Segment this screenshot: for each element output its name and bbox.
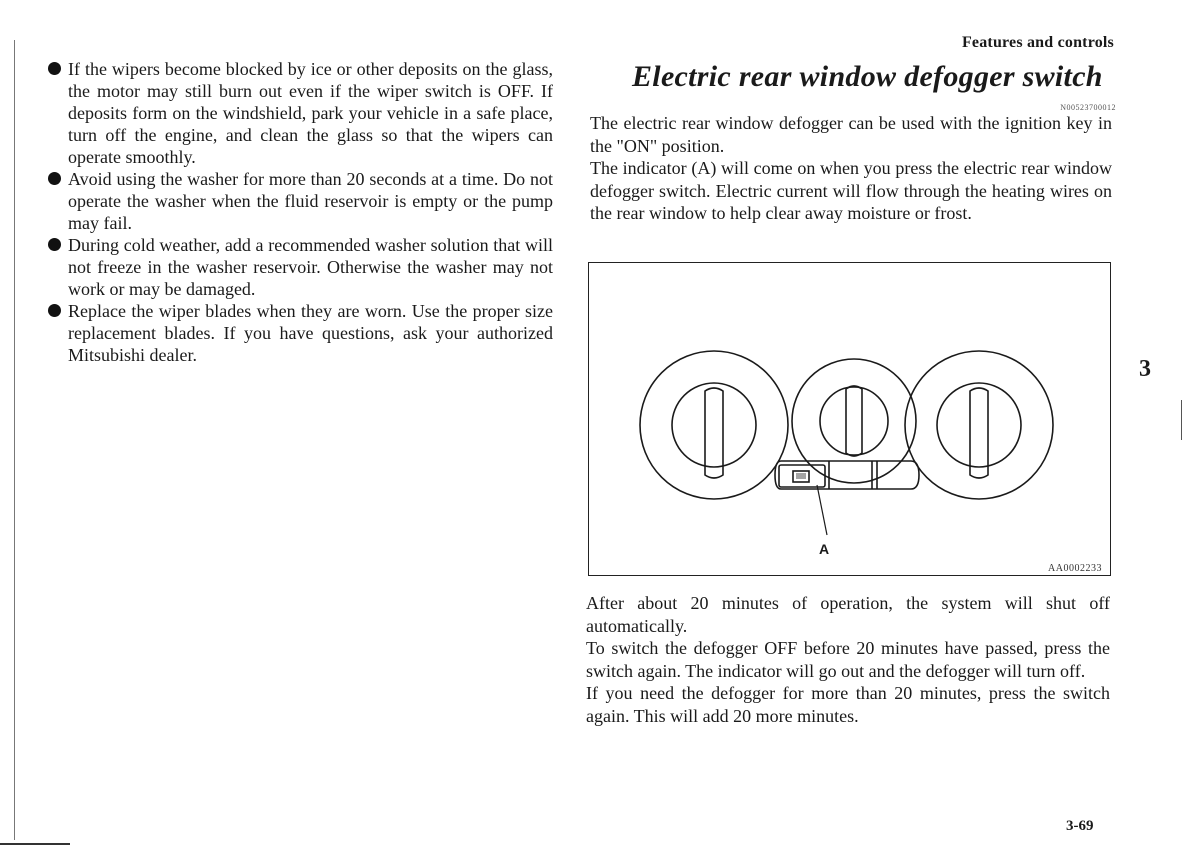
section-header: Features and controls (961, 34, 1114, 51)
operation-paragraph: After about 20 minutes of operation, the system will shut off automatically. (586, 593, 1110, 636)
defogger-switch-illustration (588, 262, 1111, 576)
page-number: 3-69 (1066, 818, 1094, 834)
caution-item (48, 234, 553, 300)
control-panel-drawing (589, 263, 1112, 577)
page-title: Electric rear window defogger switch (632, 60, 1103, 93)
intro-text (590, 112, 1112, 225)
scan-edge-right (1181, 400, 1182, 440)
caution-text: Avoid using the washer for more than 20 seconds at a time. Do not operate the washer when the fluid reservoir is empty or the pump may fail. (68, 169, 553, 233)
scan-edge-left (14, 40, 15, 840)
caution-text: If the wipers become blocked by ice or other deposits on the glass, the motor may still burn out even if the wiper switch is OFF. If deposits form on the windshield, park your vehicle in a safe place, turn off the engine, and clean the glass so that the wipers can operate smoothly. (68, 59, 553, 167)
indicator-a-label: A (819, 541, 830, 557)
bullet-icon (48, 62, 61, 75)
intro-paragraph: The electric rear window defogger can be used with the ignition key in the "ON" position. (590, 113, 1112, 156)
reference-code: N00523700012 (1060, 103, 1116, 112)
intro-paragraph: The indicator (A) will come on when you press the electric rear window defogger switch. Electric current will flow through the heating wires on the rear window to help clear away moisture or frost. (590, 158, 1112, 223)
bullet-icon (48, 172, 61, 185)
caution-item (48, 300, 553, 366)
scan-edge-bottom (0, 843, 70, 845)
caution-text: Replace the wiper blades when they are worn. Use the proper size replacement blades. If you have questions, ask your authorized Mitsubishi dealer. (68, 301, 553, 365)
caution-item (48, 58, 553, 168)
section-number: 3 (1139, 356, 1151, 382)
operation-paragraph: To switch the defogger OFF before 20 minutes have passed, press the switch again. The indicator will go out and the defogger will turn off. (586, 638, 1110, 681)
caution-item (48, 168, 553, 234)
caution-list (48, 58, 553, 366)
caution-text: During cold weather, add a recommended washer solution that will not freeze in the washer reservoir. Otherwise the washer may not work or may be damaged. (68, 235, 553, 299)
bullet-icon (48, 304, 61, 317)
operation-text (586, 592, 1110, 727)
operation-paragraph: If you need the defogger for more than 20 minutes, press the switch again. This will add 20 more minutes. (586, 683, 1110, 726)
bullet-icon (48, 238, 61, 251)
figure-code: AA0002233 (1048, 563, 1102, 574)
